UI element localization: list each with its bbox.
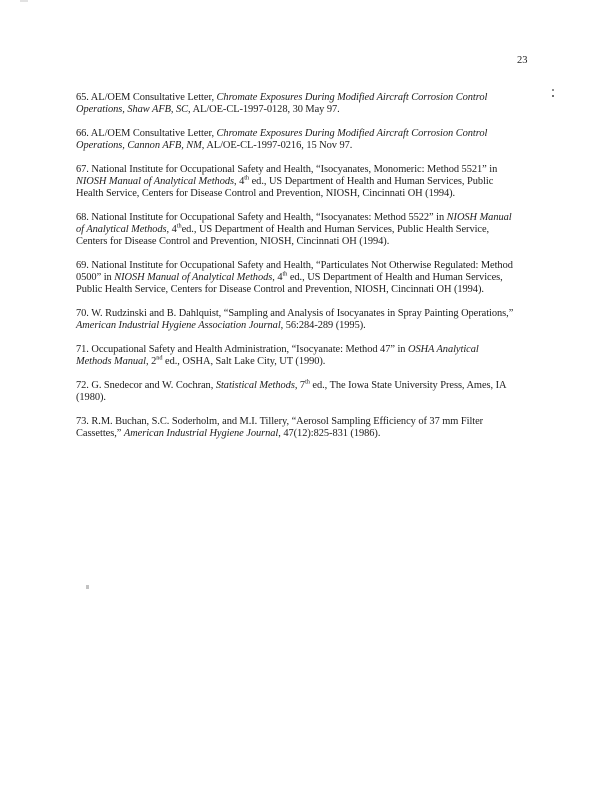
scan-artifact-colon-mark (552, 89, 555, 98)
reference-line: 67. National Institute for Occupational Safety and Health, “Isocyanates, Monomeric: Method 5521” in (76, 164, 498, 175)
reference-item-67 (76, 164, 548, 200)
reference-item-68 (76, 212, 548, 248)
reference-line: Methods Manual, 2nd ed., OSHA, Salt Lake City, UT (1990). (76, 354, 326, 367)
reference-line: 70. W. Rudzinski and B. Dahlquist, “Sampling and Analysis of Isocyanates in Spray Painting Operations,” (76, 308, 514, 319)
reference-line: of Analytical Methods, 4thed., US Department of Health and Human Services, Public Health Service, (76, 222, 490, 235)
reference-line: Public Health Service, Centers for Disease Control and Prevention, NIOSH, Cincinnati OH (1994). (76, 284, 484, 295)
scan-artifact-mid-speck (86, 585, 89, 589)
reference-line: 65. AL/OEM Consultative Letter, Chromate Exposures During Modified Aircraft Corrosion Control (76, 92, 488, 103)
reference-item-66 (76, 128, 548, 152)
reference-line: 72. G. Snedecor and W. Cochran, Statistical Methods, 7th ed., The Iowa State University Press, Ames, IA (76, 378, 507, 391)
reference-item-70 (76, 308, 548, 332)
page-number: 23 (517, 55, 528, 66)
reference-line: 68. National Institute for Occupational Safety and Health, “Isocyanates: Method 5522” in NIOSH Manual (76, 212, 512, 223)
reference-list (76, 92, 548, 452)
reference-line: (1980). (76, 392, 106, 403)
reference-line: Cassettes,” American Industrial Hygiene Journal, 47(12):825-831 (1986). (76, 428, 381, 439)
reference-line: 71. Occupational Safety and Health Administration, “Isocyanate: Method 47” in OSHA Analytical (76, 344, 479, 355)
reference-line: NIOSH Manual of Analytical Methods, 4th ed., US Department of Health and Human Services, Public (76, 174, 494, 187)
reference-line: Centers for Disease Control and Prevention, NIOSH, Cincinnati OH (1994). (76, 236, 390, 247)
scan-artifact-top-speck (20, 0, 28, 2)
reference-line: 69. National Institute for Occupational Safety and Health, “Particulates Not Otherwise Regulated: Method (76, 260, 513, 271)
artifact-dot (552, 95, 554, 97)
reference-line: 0500” in NIOSH Manual of Analytical Methods, 4th ed., US Department of Health and Human Services, (76, 270, 503, 283)
reference-line: Operations, Cannon AFB, NM, AL/OE-CL-1997-0216, 15 Nov 97. (76, 140, 353, 151)
reference-item-71 (76, 344, 548, 368)
reference-item-69 (76, 260, 548, 296)
reference-item-72 (76, 380, 548, 404)
reference-item-73 (76, 416, 548, 440)
reference-line: 66. AL/OEM Consultative Letter, Chromate Exposures During Modified Aircraft Corrosion Control (76, 128, 488, 139)
reference-line: Operations, Shaw AFB, SC, AL/OE-CL-1997-0128, 30 May 97. (76, 104, 340, 115)
artifact-dot (552, 89, 554, 91)
reference-item-65 (76, 92, 548, 116)
reference-line: Health Service, Centers for Disease Control and Prevention, NIOSH, Cincinnati OH (1994). (76, 188, 456, 199)
reference-line: American Industrial Hygiene Association Journal, 56:284-289 (1995). (76, 320, 366, 331)
reference-line: 73. R.M. Buchan, S.C. Soderholm, and M.I. Tillery, “Aerosol Sampling Efficiency of 37 mm Filter (76, 416, 484, 427)
